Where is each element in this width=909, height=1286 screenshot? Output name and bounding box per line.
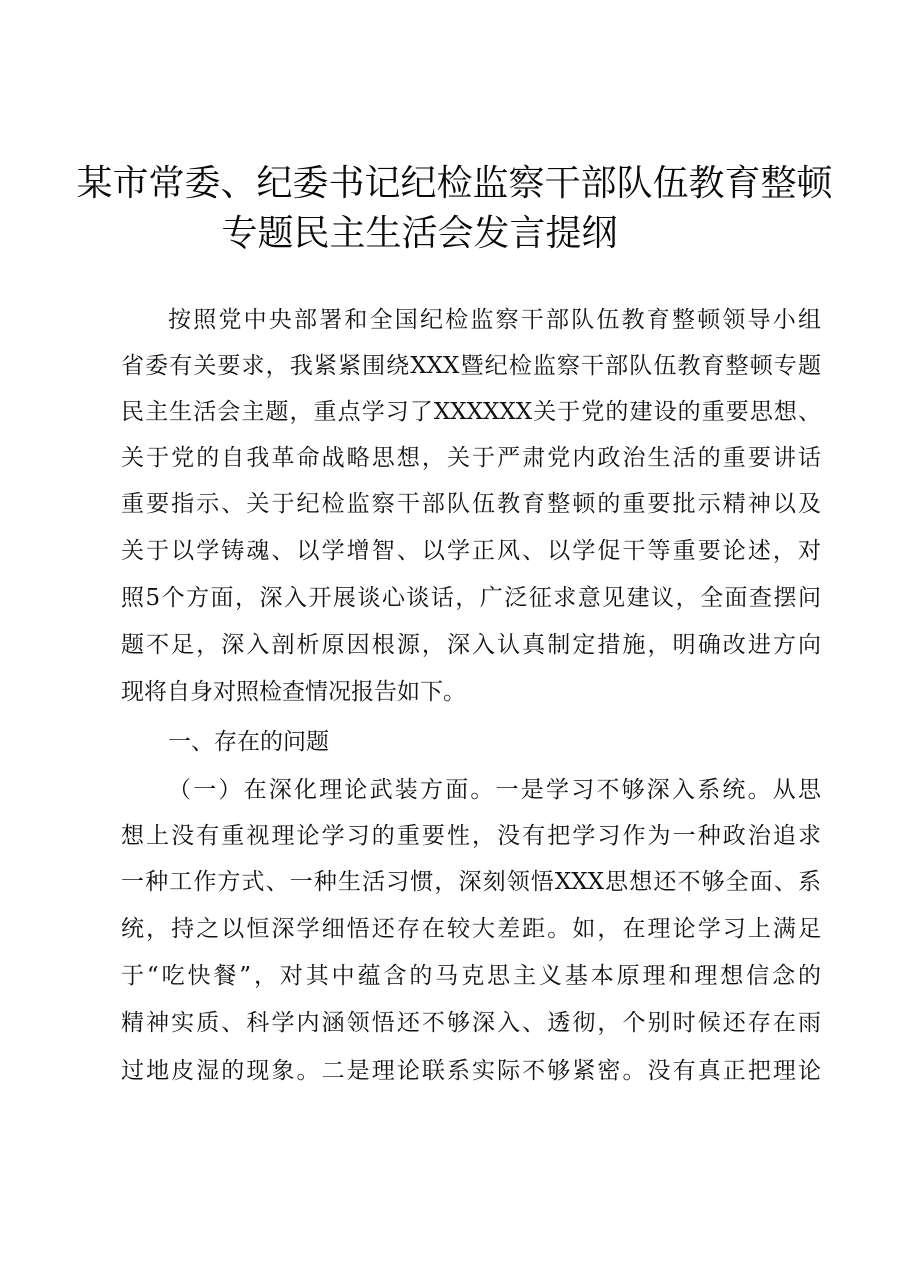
intro-line: 关于以学铸魂、以学增智、以学正风、以学促干等重要论述，对 xyxy=(121,538,821,564)
section-line: 一种工作方式、一种生活习惯，深刻领悟XXX思想还不够全面、系 xyxy=(121,869,821,895)
section-line: 于“吃快餐”，对其中蕴含的马克思主义基本原理和理想信念的 xyxy=(121,963,821,989)
intro-line: 题不足，深入剖析原因根源，深入认真制定措施，明确改进方向 xyxy=(121,632,821,658)
intro-line: 民主生活会主题，重点学习了XXXXXX关于党的建设的重要思想、 xyxy=(121,399,821,425)
document-title-line-2: 专题民主生活会发言提纲 xyxy=(221,213,618,254)
document-title-line-1: 某市常委、纪委书记纪检监察干部队伍教育整顿 xyxy=(76,163,833,204)
section-heading: 一、存在的问题 xyxy=(168,729,329,755)
intro-line: 现将自身对照检查情况报告如下。 xyxy=(121,679,466,705)
section-line: 统，持之以恒深学细悟还存在较大差距。如，在理论学习上满足 xyxy=(121,916,821,942)
intro-line: 关于党的自我革命战略思想，关于严肃党内政治生活的重要讲话 xyxy=(121,445,821,471)
intro-line: 照5个方面，深入开展谈心谈话，广泛征求意见建议，全面查摆问 xyxy=(121,585,821,611)
intro-line: 重要指示、关于纪检监察干部队伍教育整顿的重要批示精神以及 xyxy=(121,491,821,517)
section-line: 过地皮湿的现象。二是理论联系实际不够紧密。没有真正把理论 xyxy=(121,1058,821,1084)
section-line: （一）在深化理论武装方面。一是学习不够深入系统。从思 xyxy=(168,777,821,803)
section-line: 精神实质、科学内涵领悟还不够深入、透彻，个别时候还存在雨 xyxy=(121,1010,821,1036)
intro-line: 省委有关要求，我紧紧围绕XXX暨纪检监察干部队伍教育整顿专题 xyxy=(121,353,821,379)
section-line: 想上没有重视理论学习的重要性，没有把学习作为一种政治追求 xyxy=(121,823,821,849)
intro-line: 按照党中央部署和全国纪检监察干部队伍教育整顿领导小组 xyxy=(168,307,821,333)
